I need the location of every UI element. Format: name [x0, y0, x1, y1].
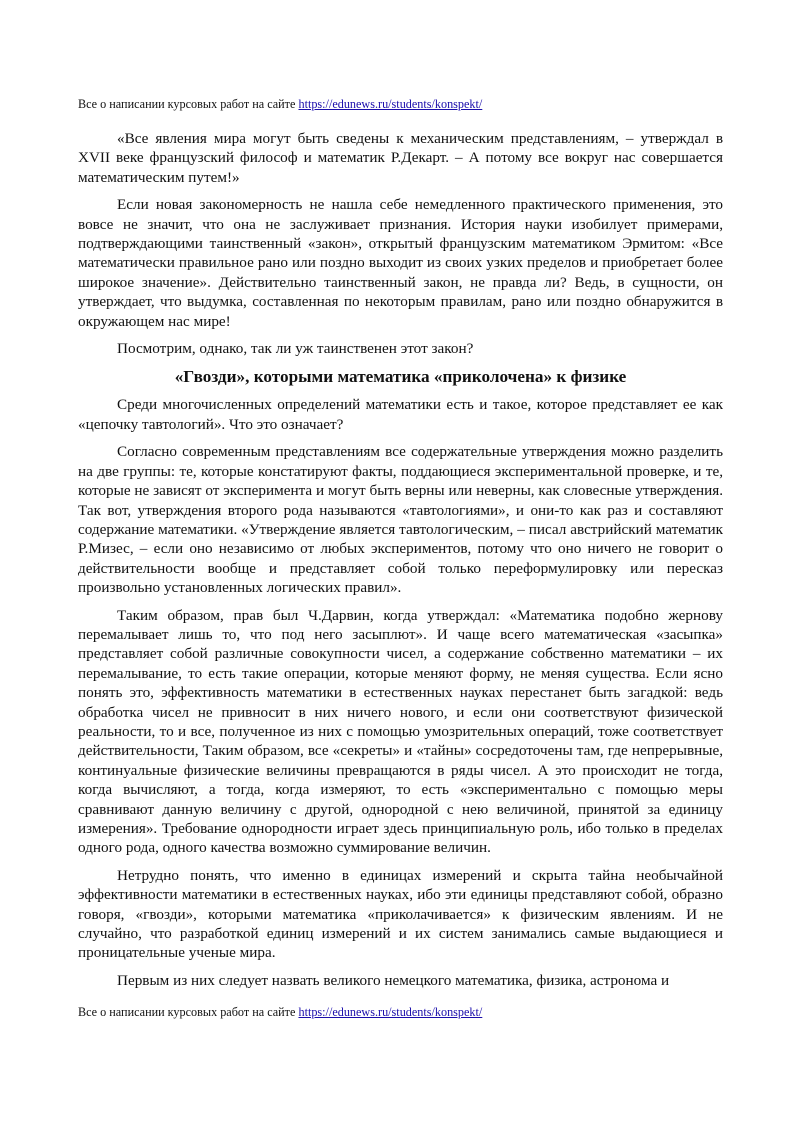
- paragraph-question: Посмотрим, однако, так ли уж таинственен этот закон?: [117, 340, 474, 358]
- paragraph-definition: Среди многочисленных определений математики есть и такое, которое представляет ее как «цепочку тавтологий». Что это означает?: [78, 396, 723, 433]
- footer-text: Все о написании курсовых работ на сайте: [78, 1005, 299, 1019]
- paragraph-darwin: Таким образом, прав был Ч.Дарвин, когда утверждал: «Математика подобно жернову перемалывает лишь то, что под него засыплют». И чаще всего математическая «засыпка» представляет собой различные совокупности чисел, а содержание собственно математики – их перемалывание, то есть такие операции, которые меняют форму, не меняя существа. Если ясно понять это, эффективность математики в естественных науках перестанет быть загадкой: ведь обработка чисел не привносит в них ничего нового, и если они соответствуют физической реальности, то и все, полученное из них с помощью умозрительных операций, тоже соответствует действительности, Таким образом, все «секреты» и «тайны» сосредоточены там, где непрерывные, континуальные физические величины превращаются в ряды чисел. А это происходит не тогда, когда вычисляют, а тогда, когда измеряют, то есть «экспериментально с помощью меры сравнивают данную величину с другой, однородной с нею величиной, принятой за единицу измерения». Требование однородности играет здесь принципиальную роль, ибо только в пределах одного рода, одного качества возможно суммирование величин.: [78, 606, 723, 857]
- paragraph-descartes-quote: «Все явления мира могут быть сведены к механическим представлениям, – утверждал в XVII веке французский философ и математик Р.Декарт. – А потому все вокруг нас совершается математическим путем!»: [78, 130, 723, 186]
- document-body: [78, 129, 723, 998]
- paragraph-units: Нетрудно понять, что именно в единицах измерений и скрыта тайна необычайной эффективности математики в естественных науках, ибо эти единицы представляют собой, образно говоря, «гвозди», которыми математика «приколачивается» к физическим явлениям. И не случайно, что разработкой единиц измерений и их систем занимались самые выдающиеся и проницательные ученые мира.: [78, 866, 723, 962]
- footer-link[interactable]: https://edunews.ru/students/konspekt/: [298, 1005, 483, 1019]
- paragraph-hermite-law: Если новая закономерность не нашла себе немедленного практического применения, это вовсе не значит, что она не заслуживает признания. История науки изобилует примерами, подтверждающими таинственный «закон», открытый французским математиком Эрмитом: «Все математически правильное рано или поздно выходит из своих узких пределов и приобретает более широкое значение». Действительно таинственный закон, не правда ли? Ведь, в сущности, он утверждает, что выдумка, составленная по некоторым правилам, рано или поздно обнаружится в окружающем нас мире!: [78, 196, 723, 330]
- paragraph-continuation: Первым из них следует назвать великого немецкого математика, физика, астронома и: [117, 971, 670, 989]
- page-header: [78, 97, 482, 111]
- section-heading: «Гвозди», которыми математика «приколочена» к физике: [174, 367, 627, 387]
- document-page: [78, 0, 723, 1131]
- header-link[interactable]: https://edunews.ru/students/konspekt/: [298, 97, 483, 111]
- paragraph-tautologies: Согласно современным представлениям все содержательные утверждения можно разделить на две группы: те, которые констатируют факты, поддающиеся экспериментальной проверке, и те, которые не зависят от эксперимента и могут быть верны или неверны, как словесные утверждения. Так вот, утверждения второго рода называются «тавтологиями», и они-то как раз и составляют содержание математики. «Утверждение является тавтологическим, – писал австрийский математик Р.Мизес, – если оно независимо от любых экспериментов, потому что оно ничего не говорит о действительности вообще и представляет собой только переформулировку или пересказ произвольно установленных логических правил».: [78, 443, 723, 597]
- page-footer: [78, 1005, 482, 1019]
- header-text: Все о написании курсовых работ на сайте: [78, 97, 299, 111]
